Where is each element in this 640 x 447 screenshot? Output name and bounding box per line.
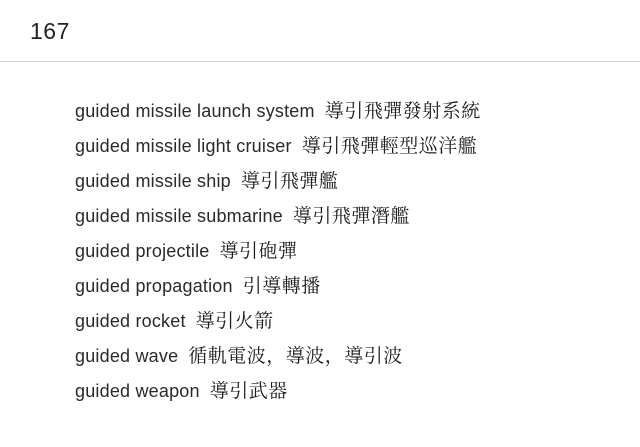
entry-term: guided propagation <box>75 276 233 296</box>
list-item <box>75 271 628 306</box>
list-item <box>75 306 628 341</box>
entry-gloss: 導引火箭 <box>195 310 274 332</box>
entry-term: guided missile launch system <box>75 101 315 121</box>
entry-gloss: 導引飛彈發射系統 <box>324 100 481 122</box>
entry-term: guided missile ship <box>75 171 231 191</box>
entry-gloss: 導引武器 <box>209 380 288 402</box>
page-number: 167 <box>30 18 70 44</box>
entry-term: guided missile submarine <box>75 206 283 226</box>
entry-gloss: 導引砲彈 <box>219 240 298 262</box>
header-divider <box>0 61 640 62</box>
list-item <box>75 236 628 271</box>
list-item <box>75 201 628 236</box>
list-item <box>75 96 628 131</box>
list-item <box>75 131 628 166</box>
page-header <box>30 18 640 62</box>
list-item <box>75 166 628 201</box>
list-item <box>75 341 628 376</box>
entry-gloss: 導引飛彈輕型巡洋艦 <box>301 135 478 157</box>
entry-term: guided projectile <box>75 241 210 261</box>
list-item <box>75 376 628 411</box>
entry-term: guided wave <box>75 346 179 366</box>
entry-gloss: 引導轉播 <box>242 275 321 297</box>
entry-gloss: 導引飛彈艦 <box>240 170 339 192</box>
entry-term: guided weapon <box>75 381 200 401</box>
entry-gloss: 導引飛彈潛艦 <box>292 205 410 227</box>
entry-list <box>75 96 628 411</box>
entry-term: guided missile light cruiser <box>75 136 292 156</box>
entry-gloss: 循軌電波，導波，導引波 <box>188 345 403 367</box>
entry-term: guided rocket <box>75 311 186 331</box>
